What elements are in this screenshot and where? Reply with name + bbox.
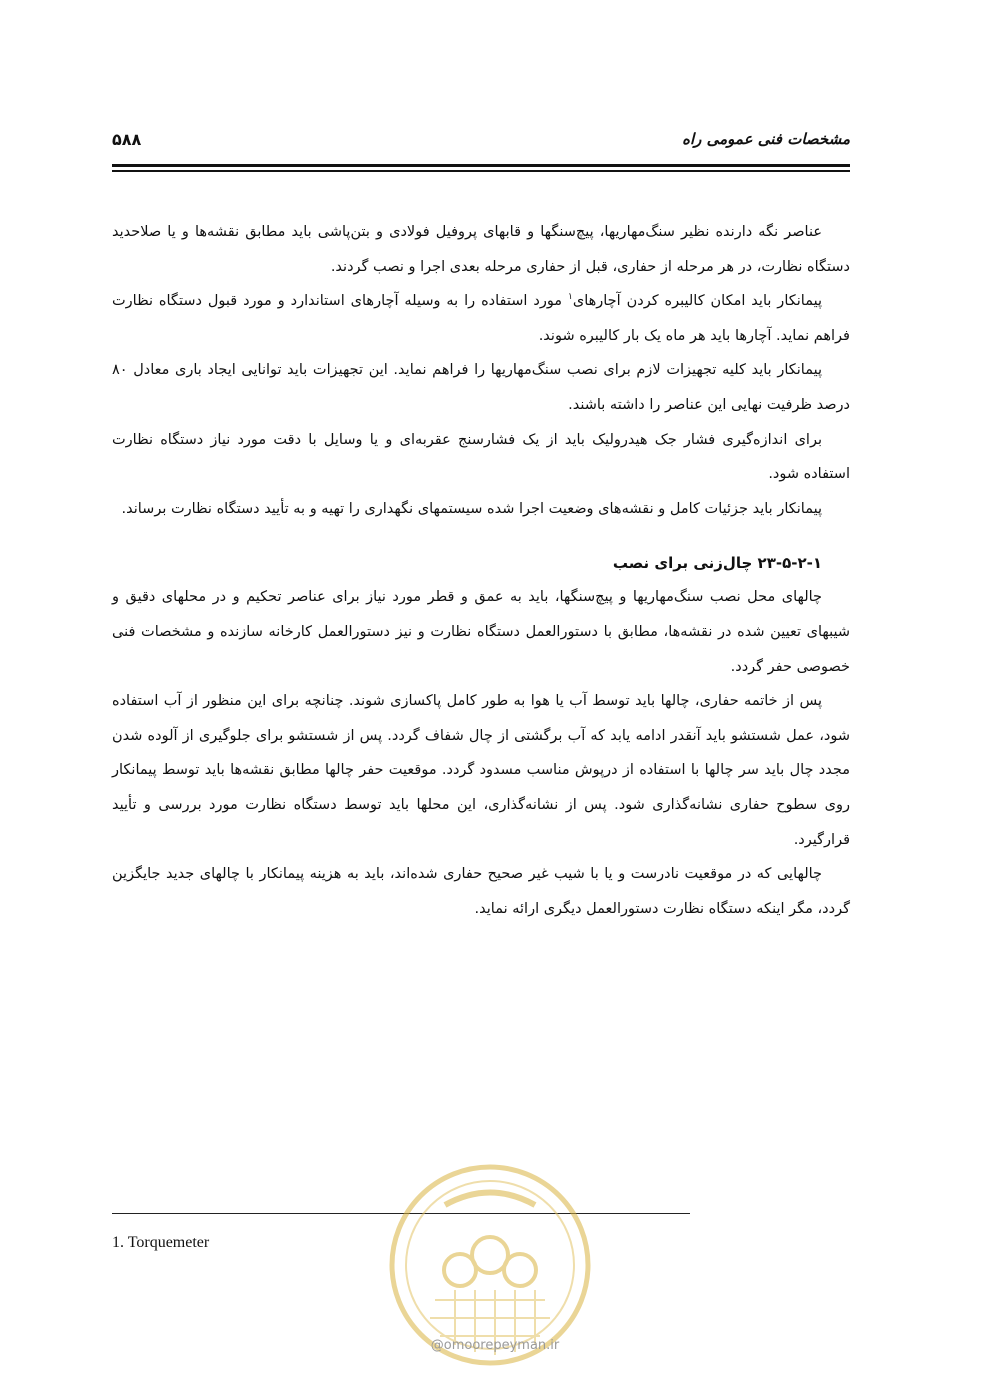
paragraph: پس از خاتمه حفاری، چالها باید توسط آب یا هوا به طور کامل پاکسازی شوند. چنانچه برای این منظور از آب استفاده شود، عمل شستشو باید آنقدر ادامه یابد که آب برگشتی از چال شفاف گردد. پس از شستشو برای جلوگیری از آلوده شدن مجدد چال باید سر چالها با استفاده از درپوش مناسب مسدود گردد. موقعیت حفر چالها مطابق نقشه‌ها باید توسط پیمانکار روی سطوح حفاری نشانه‌گذاری شود. پس از نشانه‌گذاری، این محلها باید توسط دستگاه نظارت مورد بررسی و تأیید قرارگیرد. bbox=[112, 693, 850, 848]
paragraph-prefix: پیمانکار باید امکان کالیبره کردن آچارهای bbox=[572, 293, 822, 310]
footnote-marker: ۱ bbox=[568, 292, 573, 303]
paragraph: پیمانکار باید جزئیات کامل و نقشه‌های وضعیت اجرا شده سیستمهای نگهداری را تهیه و به تأیید دستگاه نظارت برساند. bbox=[121, 500, 822, 517]
paragraph: عناصر نگه دارنده نظیر سنگ‌مهاریها، پیچ‌سنگها و قابهای پروفیل فولادی و بتن‌پاشی باید مطابق نقشه‌ها و یا صلاحدید دستگاه نظارت، در هر مرحله از حفاری، قبل از حفاری مرحله بعدی اجرا و نصب گردند. bbox=[112, 224, 850, 275]
paragraph: چالهایی که در موقعیت نادرست و یا با شیب غیر صحیح حفاری شده‌اند، باید به هزینه پیمانکار با چالهای جدید جایگزین گردد، مگر اینکه دستگاه نظارت دستورالعمل دیگری ارائه نماید. bbox=[112, 866, 850, 917]
header-rule-thick bbox=[112, 164, 850, 167]
paragraph-rest: مورد استفاده را به وسیله آچارهای استاندارد و مورد قبول دستگاه نظارت فراهم نماید. آچارها باید هر ماه یک بار کالیبره شوند. bbox=[112, 293, 850, 344]
section-heading: ۲۳-۵-۲-۱ چال‌زنی برای نصب bbox=[612, 554, 822, 573]
paragraph bbox=[112, 284, 850, 353]
watermark-text: @omoorepeyman.ir bbox=[430, 1338, 560, 1353]
running-title: مشخصات فنی عمومی راه bbox=[682, 130, 850, 148]
paragraph: چالهای محل نصب سنگ‌مهاریها و پیچ‌سنگها، باید به عمق و قطر مورد نیاز برای عناصر تحکیم و در محلهای دقیق و شیبهای تعیین شده در نقشه‌ها، مطابق با دستورالعمل دستگاه نظارت و نیز دستورالعمل کارخانه سازنده و مشخصات فنی خصوصی حفر گردد. bbox=[112, 589, 850, 675]
paragraph: پیمانکار باید کلیه تجهیزات لازم برای نصب سنگ‌مهاریها را فراهم نماید. این تجهیزات باید توانایی ایجاد باری معادل ۸۰ درصد ظرفیت نهایی این عناصر را داشته باشند. bbox=[112, 362, 850, 413]
paragraph: برای اندازه‌گیری فشار جک هیدرولیک باید از یک فشارسنج عقربه‌ای و یا وسایل با دقت مورد نیاز دستگاه نظارت استفاده شود. bbox=[112, 431, 850, 483]
page-header bbox=[112, 126, 850, 156]
body-text bbox=[112, 215, 850, 926]
page-number: ۵۸۸ bbox=[112, 130, 142, 149]
footnote: 1. Torquemeter bbox=[112, 1234, 210, 1251]
header-rule-thin bbox=[112, 170, 850, 172]
